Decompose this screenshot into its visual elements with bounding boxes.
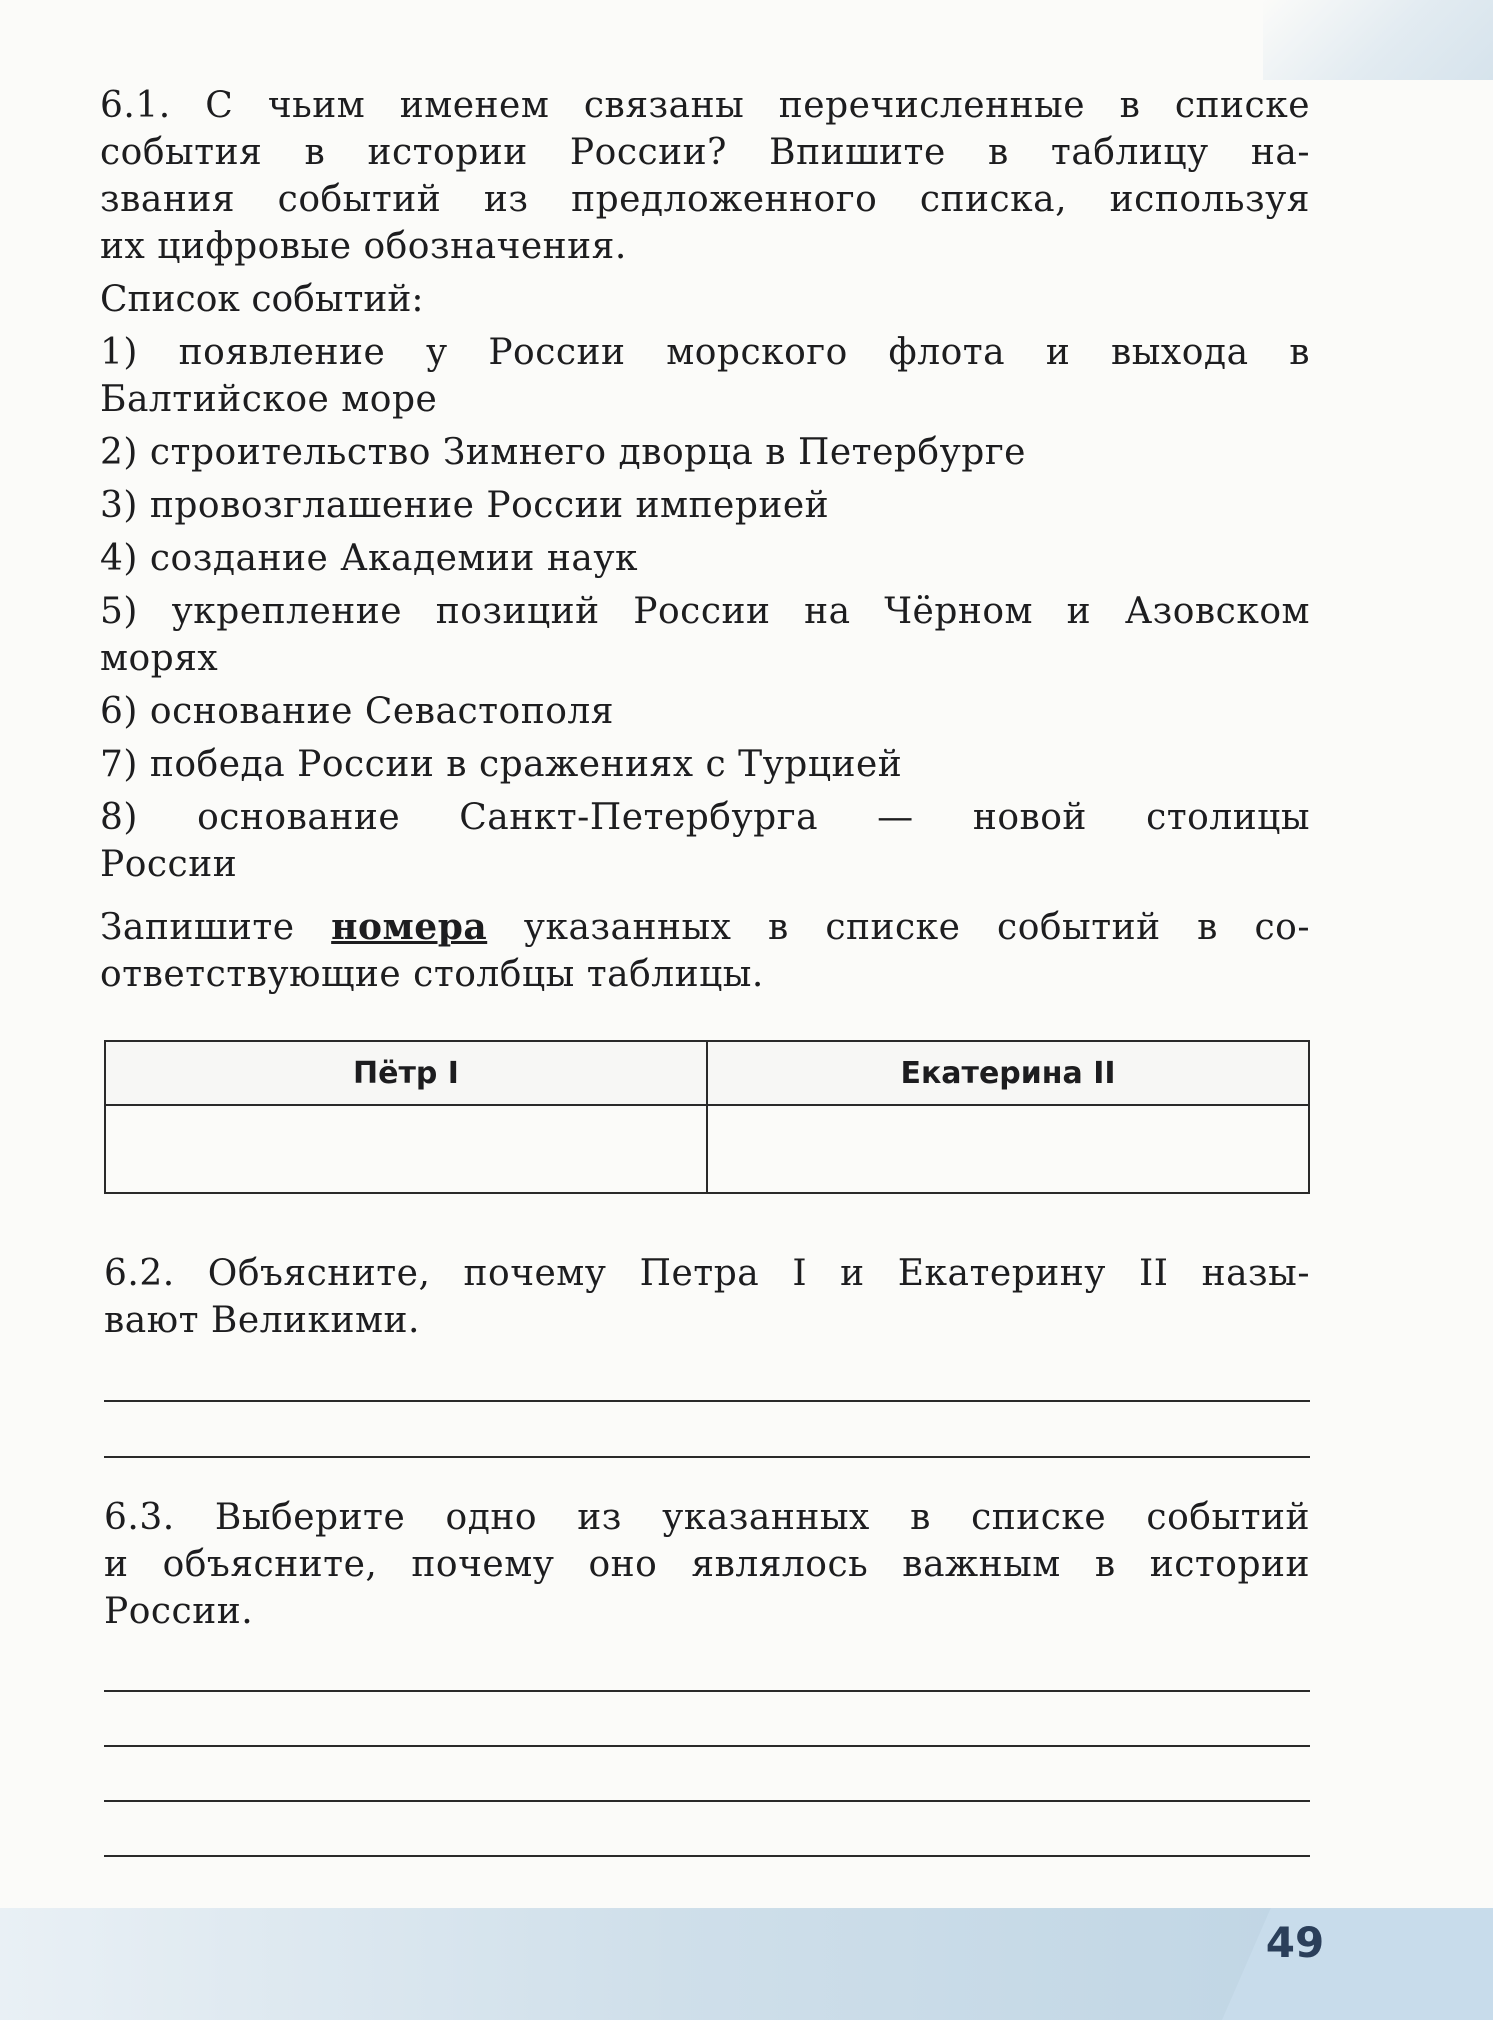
- intro-line-3: звания событий из предложенного списка, используя: [100, 179, 1310, 220]
- event-2-line-1: 2) строительство Зимнего дворца в Петербурге: [100, 432, 1026, 473]
- event-list-title: Список событий:: [100, 279, 424, 320]
- intro-line-1: 6.1. С чьим именем связаны перечисленные в списке: [100, 85, 1310, 126]
- event-item-8: [100, 794, 1310, 888]
- instruction-emphasis: номера: [331, 906, 488, 948]
- answer-cell-catherine[interactable]: [707, 1105, 1309, 1193]
- event-8-line-1: 8) основание Санкт-Петербурга — новой столицы: [100, 797, 1310, 838]
- intro-line-4: их цифровые обозначения.: [100, 226, 627, 267]
- event-6-line-1: 6) основание Севастополя: [100, 691, 614, 732]
- answer-line-6-3-1[interactable]: [104, 1690, 1310, 1692]
- task-6-2-line-2: вают Великими.: [104, 1300, 420, 1341]
- answer-line-6-2-1[interactable]: [104, 1400, 1310, 1402]
- event-1-line-1: 1) появление у России морского флота и выхода в: [100, 332, 1310, 373]
- answer-line-6-3-4[interactable]: [104, 1855, 1310, 1857]
- answer-cell-peter[interactable]: [105, 1105, 707, 1193]
- event-item-7: [100, 741, 1310, 788]
- page-number: 49: [1265, 1918, 1325, 1967]
- task-6-2-line-1: 6.2. Объясните, почему Петра I и Екатерину II назы-: [104, 1253, 1310, 1294]
- event-4-line-1: 4) создание Академии наук: [100, 538, 638, 579]
- event-list: [100, 329, 1310, 888]
- event-8-line-2: России: [100, 844, 238, 885]
- task-6-3-line-2: и объясните, почему оно являлось важным в истории: [104, 1544, 1310, 1585]
- event-item-3: [100, 482, 1310, 529]
- table-instruction: [100, 904, 1310, 998]
- task-6-3-line-1: 6.3. Выберите одно из указанных в списке событий: [104, 1497, 1310, 1538]
- event-5-line-1: 5) укрепление позиций России на Чёрном и Азовском: [100, 591, 1310, 632]
- instruction-line-1: [100, 904, 1310, 951]
- event-item-5: [100, 588, 1310, 682]
- answer-line-6-3-2[interactable]: [104, 1745, 1310, 1747]
- task-6-3-line-3: России.: [104, 1591, 254, 1632]
- instruction-rest: указанных в списке событий в со-: [523, 907, 1311, 948]
- task-6-1: [100, 82, 1310, 998]
- event-1-line-2: Балтийское море: [100, 379, 438, 420]
- event-item-4: [100, 535, 1310, 582]
- event-7-line-1: 7) победа России в сражениях с Турцией: [100, 744, 903, 785]
- corner-decoration: [1263, 0, 1493, 80]
- column-header-catherine: Екатерина II: [707, 1041, 1309, 1105]
- event-item-1: [100, 329, 1310, 423]
- task-6-1-intro: [100, 82, 1310, 270]
- answer-table: [104, 1040, 1310, 1194]
- answer-table-header-row: [105, 1041, 1309, 1105]
- answer-line-6-2-2[interactable]: [104, 1456, 1310, 1458]
- event-3-line-1: 3) провозглашение России империей: [100, 485, 830, 526]
- task-6-3: [104, 1494, 1310, 1635]
- event-item-2: [100, 429, 1310, 476]
- answer-line-6-3-3[interactable]: [104, 1800, 1310, 1802]
- instruction-line-2: ответствующие столбцы таблицы.: [100, 954, 764, 995]
- event-item-6: [100, 688, 1310, 735]
- column-header-peter: Пётр I: [105, 1041, 707, 1105]
- instruction-prefix: Запишите: [100, 907, 295, 948]
- answer-table-input-row: [105, 1105, 1309, 1193]
- event-5-line-2: морях: [100, 638, 219, 679]
- task-6-2: [104, 1250, 1310, 1344]
- intro-line-2: события в истории России? Впишите в таблицу на-: [100, 132, 1310, 173]
